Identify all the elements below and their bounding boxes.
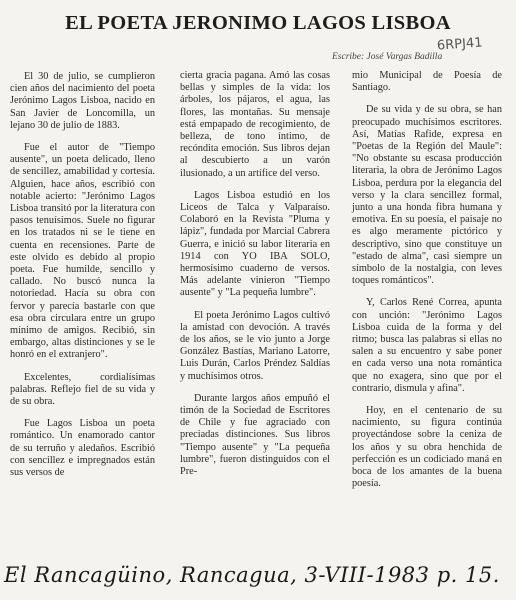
paragraph: El poeta Jerónimo Lagos cultivó la amistad con devoción. A través de los años, se le vio junto a Jorge González Bastías, Mariano Latorre, Luis Durán, Carlos Préndez Saldías y muchísimos otros. — [180, 309, 330, 382]
article-title: EL POETA JERONIMO LAGOS LISBOA — [65, 12, 451, 34]
paragraph: De su vida y de su obra, se han preocupado muchísimos escritores. Así, Matías Rafide, expresa en "Poetas de la Región del Maule": "No obstante su escasa producción literaria, la obra de Jerónimo Lagos Lisboa, perdura por la elegancia del verso y la clara sencillez formal, junto a una honda fibra humana y emotiva. En su poesía, el paisaje no es algo meramente pictórico y descriptivo, sino que constituye un "estado de alma", casi siempre un símbolo de la nostalgia, con leves toques románticos". — [352, 104, 502, 287]
column-3 — [352, 70, 502, 501]
paragraph: cierta gracia pagana. Amó las cosas bellas y simples de la vida: los árboles, los pájaros, el agua, las flores, las montañas. Su mensaje está empapado de recogimiento, de belleza, de tono íntimo, de recóndita emoción. Sus libros dejan al descubierto a un varón ilusionado, a un artífice del verso. — [180, 70, 330, 179]
paragraph: Hoy, en el centenario de su nacimiento, su figura continúa proyectándose sobre la ceniza de los años y su obra henchida de perfección es un codiciado maná en boca de los amantes de la buena poesía. — [352, 405, 502, 490]
paragraph: Y, Carlos René Correa, apunta con unción: "Jerónimo Lagos Lisboa cuida de la forma y del ritmo; busca las palabras si ellas no salen a su encuentro y sabe poner en cada verso una nota romántica que no exagera, sino que por el contrario, dismula y afina". — [352, 297, 502, 394]
handwritten-source-note: El Rancagüino, Rancagua, 3-VIII-1983 p. 15. — [4, 563, 500, 587]
paragraph: El 30 de julio, se cumplieron cien años del nacimiento del poeta Jerónimo Lagos Lisboa, nacido en San Javier de Loncomilla, un lejano 30 de julio de 1883. — [10, 71, 155, 131]
paragraph: Fue Lagos Lisboa un poeta romántico. Un enamorado cantor de su terruño y aledaños. Escribió con sencillez e impregnados están sus versos de — [10, 418, 155, 479]
column-2 — [180, 70, 330, 488]
paragraph: Durante largos años empuñó el timón de la Sociedad de Escritores de Chile y fue agraciado con preciadas distinciones. Sus libros "Tiempo ausente" y "La pequeña lumbre", fueron distinguidos con el Pre- — [180, 392, 330, 478]
article-byline: Escribe: José Vargas Badilla — [332, 52, 443, 62]
archive-reference-note: 6RPJ41 — [436, 35, 483, 54]
paragraph: Excelentes, cordialísimas palabras. Reflejo fiel de su vida y de su obra. — [10, 371, 155, 408]
column-1 — [10, 71, 155, 489]
paragraph: Lagos Lisboa estudió en los Liceos de Talca y Valparaíso. Colaboró en la Revista "Pluma y lápiz", fundada por Marcial Cabrera Guerra, e inició su labor literaria en 1914 con YO IBA SOLO, hermosísimo cuaderno de versos. Más adelante vinieron "Tiempo ausente" y "La pequeña lumbre". — [180, 189, 330, 299]
paragraph: Fue el autor de "Tiempo ausente", un poeta delicado, lleno de sencillez, amabilidad y cortesía. Alguien, hace años, escribió con notable acierto: "Jerónimo Lagos Lisboa transitó por la literatura con pasos tenuísimos. Suele no figurar en los tratados ni se le tiene en cuenta en recensiones. Parte de este olvido es debido al propio poeta. Fue humilde, sencillo y callado. No buscó nunca la notoriedad. Hacía su obra con fervor y parecía bastarle con que esa obra circulara entre un grupo mínimo de amigos. Recibió, sin embargo, altas distinciones y se le honró en el extranjero". — [10, 142, 155, 361]
paragraph: mio Municipal de Poesía de Santiago. — [352, 70, 502, 94]
